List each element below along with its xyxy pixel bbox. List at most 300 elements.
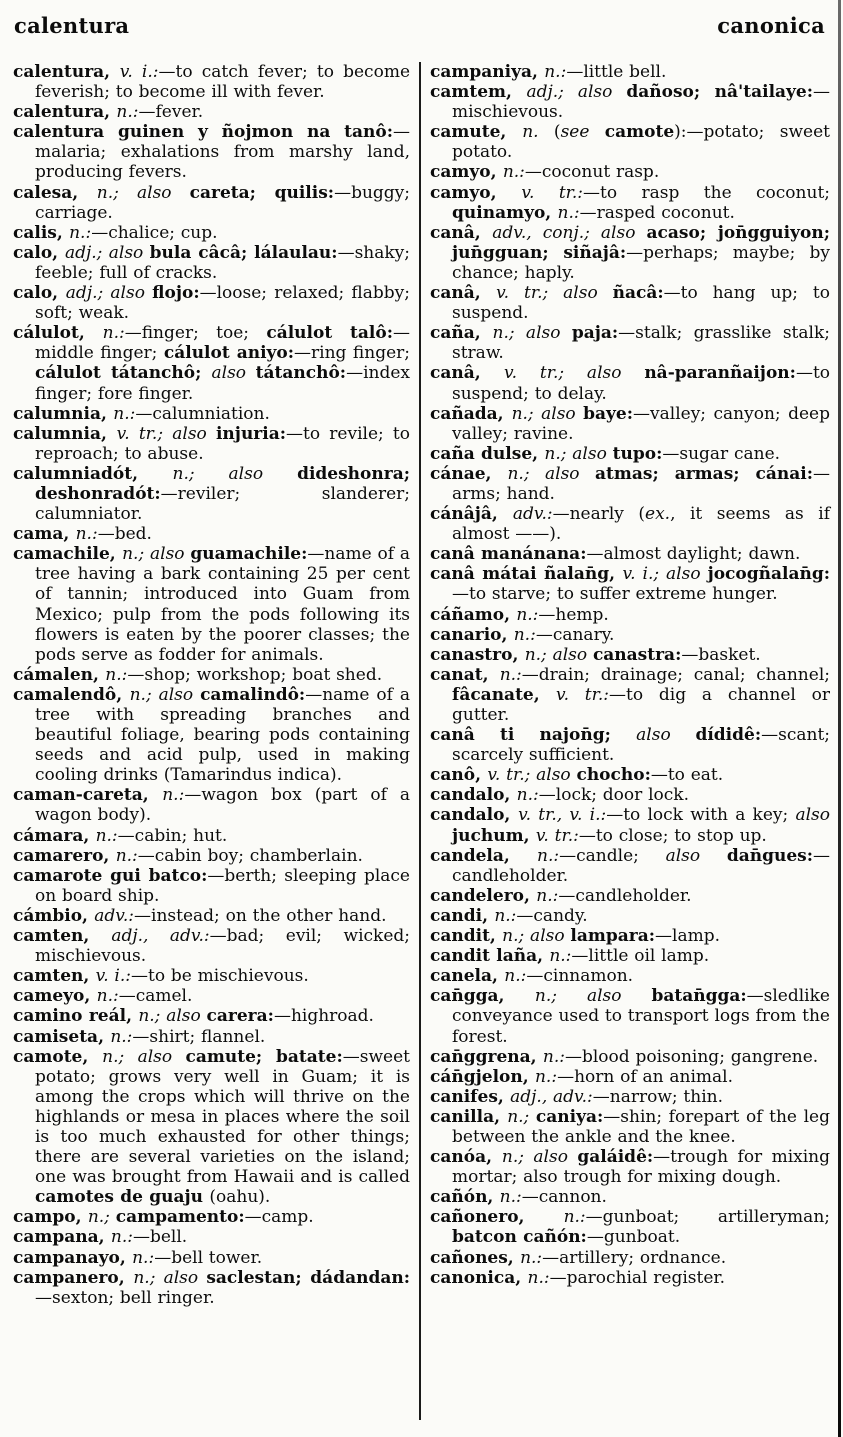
grammar-label: n.: <box>116 102 139 123</box>
headword-or-bold-term: canonica, <box>430 1267 528 1288</box>
definition-text: —index finger; fore finger. <box>35 363 410 404</box>
dictionary-entry <box>430 765 830 785</box>
grammar-label: n.; also <box>544 443 613 464</box>
dictionary-entry <box>430 223 830 283</box>
dictionary-entry <box>13 283 410 323</box>
grammar-label: n.; <box>87 1207 116 1228</box>
grammar-label: also <box>211 363 256 384</box>
definition-text: —cabin; hut. <box>117 825 228 846</box>
headword-or-bold-term: calesa, <box>13 182 97 203</box>
headword-or-bold-term: caman-careta, <box>13 785 163 806</box>
grammar-label: n.; also <box>502 926 571 947</box>
definition-text: —loose; relaxed; flabby; soft; weak. <box>35 283 410 324</box>
headword-or-bold-term: calentura, <box>13 102 117 123</box>
headword-or-bold-term: calo, <box>13 283 66 304</box>
dictionary-entry <box>430 122 830 162</box>
headword-or-bold-term: canario, <box>430 624 514 645</box>
definition-text: —wagon box (part of a wagon body). <box>35 785 410 826</box>
headword-or-bold-term: camyo, <box>430 162 503 183</box>
headword-or-bold-term: campanayo, <box>13 1247 133 1268</box>
headword-or-bold-term: caña dulse, <box>430 443 545 464</box>
grammar-label: n.; also <box>96 182 190 203</box>
headword-or-bold-term: guamachile: <box>190 544 308 565</box>
definition-text: —valley; canyon; deep valley; ravine. <box>452 403 830 444</box>
headword-or-bold-term: cálulot tátanchô; <box>35 363 212 384</box>
grammar-label: n.: <box>516 785 539 806</box>
headword-or-bold-term: acaso; jon̄gguiyon; jun̄gguan; siñajâ: <box>452 222 830 263</box>
dictionary-entry <box>430 1067 830 1087</box>
definition-text: —shop; workshop; boat shed. <box>127 664 383 685</box>
headword-or-bold-term: quinamyo, <box>452 202 558 223</box>
grammar-label: n.: <box>96 986 119 1007</box>
definition-text: —to hang up; to suspend. <box>452 283 830 324</box>
dictionary-entry <box>13 986 410 1006</box>
definition-text: —chalice; cup. <box>91 222 218 243</box>
dictionary-entry <box>13 62 410 102</box>
dictionary-entry <box>430 1107 830 1147</box>
definition-text: —name of a tree having a bark containing 25 per cent of tannin; introduced into Guam from Mexico; pulp from the pods following its flowers is eaten by the poorer classes; the pods serve as fodder for animals. <box>35 544 410 665</box>
grammar-label: v. tr.; also <box>504 363 645 384</box>
dictionary-entry <box>430 363 830 403</box>
definition-text: —parochial register. <box>549 1267 726 1288</box>
headword-or-bold-term: dañoso; nâ'tailaye: <box>626 82 814 103</box>
headword-or-bold-term: candit laña, <box>430 946 550 967</box>
definition-text: —cannon. <box>521 1187 607 1208</box>
grammar-label: v. i.: <box>95 966 131 987</box>
dictionary-entry <box>13 404 410 424</box>
grammar-label: n.; <box>507 1106 536 1127</box>
dictionary-entry <box>430 986 830 1046</box>
grammar-label: adv., conj.; also <box>492 222 647 243</box>
headword-or-bold-term: camute, <box>430 122 523 143</box>
grammar-label: n.: <box>504 966 527 987</box>
definition-text: —basket. <box>681 644 761 665</box>
definition-text: (oahu). <box>209 1187 271 1208</box>
headword-or-bold-term: canâ, <box>430 363 505 384</box>
headword-or-bold-term: campaniya, <box>430 62 545 82</box>
grammar-label: n.: <box>544 62 567 82</box>
dictionary-entry <box>430 1147 830 1187</box>
dictionary-entry <box>430 82 830 122</box>
definition-text: —canary. <box>535 624 615 645</box>
headword-or-bold-term: camten, <box>13 926 112 947</box>
dictionary-entry <box>430 605 830 625</box>
definition-text: —candy. <box>516 905 588 926</box>
dictionary-entry <box>13 846 410 866</box>
definition-text: —lock; door lock. <box>538 785 689 806</box>
dictionary-entry <box>430 544 830 564</box>
grammar-label: n.: <box>162 785 185 806</box>
left-column <box>13 62 410 1308</box>
definition-text: —stalk; grasslike stalk; straw. <box>452 323 830 364</box>
grammar-label: adv.: <box>512 504 553 525</box>
headword-or-bold-term: dan̄gues: <box>726 845 813 866</box>
headword-or-bold-term: camino reál, <box>13 1006 139 1027</box>
definition-text: , it seems as if almost ——). <box>452 504 830 545</box>
dictionary-entry <box>430 323 830 363</box>
headword-or-bold-term: cánae, <box>430 463 508 484</box>
definition-text: —ring finger; <box>294 343 410 364</box>
headword-or-bold-term: camarero, <box>13 845 116 866</box>
grammar-label: n.: <box>95 825 118 846</box>
headword-or-bold-term: baye: <box>583 403 634 424</box>
definition-text: —to rasp the coconut; <box>583 182 831 203</box>
definition-text: —to suspend; to delay. <box>452 363 831 404</box>
definition-text: —little oil lamp. <box>571 946 710 967</box>
headword-or-bold-term: camten, <box>13 966 96 987</box>
headword-or-bold-term: cálulot talô: <box>266 323 393 344</box>
right-column <box>430 62 830 1288</box>
definition-text: —candleholder. <box>558 885 692 906</box>
headword-or-bold-term: camute; batate: <box>185 1046 343 1067</box>
definition-text: —calumniation. <box>135 403 270 424</box>
headword-or-bold-term: caña, <box>430 323 493 344</box>
definition-text: —to starve; to suffer extreme hunger. <box>452 584 778 605</box>
grammar-label: also <box>795 805 830 826</box>
definition-text: —instead; on the other hand. <box>134 905 387 926</box>
running-head-left: calentura <box>14 13 130 38</box>
headword-or-bold-term: tátanchô: <box>255 363 347 384</box>
definition-text: —candleholder. <box>452 845 830 886</box>
definition-text: —nearly ( <box>552 504 646 525</box>
definition-text: —to be mischievous. <box>131 966 309 987</box>
definition-text: —gunboat; artilleryman; <box>585 1207 830 1228</box>
headword-or-bold-term: campanero, <box>13 1267 134 1288</box>
definition-text: —rasped coconut. <box>579 202 735 223</box>
definition-text: —finger; toe; <box>124 323 267 344</box>
grammar-label: adj.; also <box>526 82 627 103</box>
grammar-label: n.: <box>494 905 517 926</box>
headword-or-bold-term: injuria: <box>215 423 287 444</box>
column-divider-rule <box>419 62 421 1420</box>
dictionary-entry <box>13 424 410 464</box>
definition-text: —mischievous. <box>452 82 831 123</box>
definition-text: —to dig a channel or gutter. <box>452 684 830 725</box>
page-edge-shadow <box>838 0 841 1437</box>
grammar-label: n.: <box>513 624 536 645</box>
headword-or-bold-term: calumnia, <box>13 423 117 444</box>
definition-text: —middle finger; <box>35 323 410 364</box>
definition-text: —to lock with a key; <box>606 805 796 826</box>
definition-text: —shirt; flannel. <box>132 1026 266 1047</box>
headword-or-bold-term: chocho: <box>576 765 651 786</box>
dictionary-entry <box>430 1268 830 1288</box>
grammar-label: n.: <box>75 524 98 545</box>
text-columns <box>13 62 830 1420</box>
headword-or-bold-term: canâ mátai ñalan̄g, <box>430 564 623 585</box>
headword-or-bold-term: canâ ti najon̄g; <box>430 725 637 746</box>
definition-text: —sugar cane. <box>662 443 781 464</box>
grammar-label: v. tr.: <box>535 825 579 846</box>
headword-or-bold-term: campana, <box>13 1227 111 1248</box>
grammar-label: n.: <box>110 1227 133 1248</box>
definition-text: —arms; hand. <box>452 463 830 504</box>
grammar-label: n.: <box>557 202 580 223</box>
definition-text: —berth; sleeping place on board ship. <box>35 865 410 906</box>
definition-text: —name of a tree with spreading branches and beautiful foliage, bearing pods containing seeds and acid pulp, used in making cooling drinks (Tamarindus indica). <box>35 684 410 786</box>
headword-or-bold-term: campamento: <box>115 1207 245 1228</box>
dictionary-entry <box>13 243 410 283</box>
dictionary-entry <box>13 926 410 966</box>
grammar-label: n.; also <box>511 403 584 424</box>
dictionary-entry <box>430 966 830 986</box>
grammar-label: n.; also <box>102 1046 186 1067</box>
grammar-label: v. i.; also <box>622 564 708 585</box>
headword-or-bold-term: candela, <box>430 845 538 866</box>
grammar-label: adj., adv.: <box>510 1086 593 1107</box>
definition-text: —fever. <box>138 102 204 123</box>
headword-or-bold-term: cálulot, <box>13 323 103 344</box>
dictionary-entry <box>430 183 830 223</box>
headword-or-bold-term: candelero, <box>430 885 537 906</box>
dictionary-entry <box>13 464 410 524</box>
grammar-label: n.: <box>105 664 128 685</box>
grammar-label: n.; also <box>133 1267 207 1288</box>
grammar-label: v. tr.; also <box>116 423 216 444</box>
headword-or-bold-term: candi, <box>430 905 495 926</box>
grammar-label: adj.; also <box>65 283 153 304</box>
headword-or-bold-term: cañones, <box>430 1247 521 1268</box>
definition-text: —blood poisoning; gangrene. <box>564 1046 819 1067</box>
grammar-label: n.: <box>520 1247 543 1268</box>
dictionary-entry <box>13 1227 410 1247</box>
dictionary-entry <box>430 444 830 464</box>
definition-text: —artillery; ordnance. <box>542 1247 727 1268</box>
headword-or-bold-term: cáñamo, <box>430 604 517 625</box>
dictionary-entry <box>13 826 410 846</box>
dictionary-entry <box>13 1027 410 1047</box>
headword-or-bold-term: canóa, <box>430 1147 502 1168</box>
definition-text: —bell tower. <box>154 1247 263 1268</box>
headword-or-bold-term: canâ, <box>430 222 493 243</box>
dictionary-entry <box>13 785 410 825</box>
definition-text: —camp. <box>244 1207 314 1228</box>
dictionary-entry <box>430 926 830 946</box>
grammar-label: adv.: <box>94 905 135 926</box>
headword-or-bold-term: camote, <box>13 1046 103 1067</box>
grammar-label: n.: <box>132 1247 155 1268</box>
headword-or-bold-term: calis, <box>13 222 70 243</box>
headword-or-bold-term: canô, <box>430 765 488 786</box>
definition-text: —shaky; feeble; full of cracks. <box>35 242 411 283</box>
dictionary-entry <box>430 1207 830 1247</box>
definition-text: —sledlike conveyance used to transport logs from the forest. <box>452 986 830 1047</box>
grammar-label: n.: <box>534 1066 558 1087</box>
dictionary-entry <box>430 62 830 82</box>
headword-or-bold-term: cámbio, <box>13 905 95 926</box>
dictionary-entry <box>430 946 830 966</box>
headword-or-bold-term: careta; quilis: <box>189 182 335 203</box>
headword-or-bold-term: canela, <box>430 966 505 987</box>
definition-text: —cinnamon. <box>526 966 634 987</box>
headword-or-bold-term: carera: <box>206 1006 274 1027</box>
dictionary-entry <box>13 906 410 926</box>
definition-text: —little bell. <box>566 62 667 82</box>
grammar-label: v. tr.; also <box>496 283 613 304</box>
headword-or-bold-term: canâ manánana: <box>430 544 587 565</box>
definition-text: —to eat. <box>650 765 724 786</box>
headword-or-bold-term: camtem, <box>430 82 527 103</box>
grammar-label: v. tr.; also <box>487 765 577 786</box>
dictionary-entry <box>430 283 830 323</box>
grammar-label: n.; also <box>501 1147 578 1168</box>
headword-or-bold-term: canifes, <box>430 1086 511 1107</box>
headword-or-bold-term: camachile, <box>13 544 123 565</box>
dictionary-entry <box>430 805 830 845</box>
grammar-label: v. tr., v. i.: <box>518 805 607 826</box>
dictionary-entry <box>13 1006 410 1026</box>
dictionary-entry <box>13 323 410 403</box>
dictionary-entry <box>430 404 830 444</box>
grammar-label: also <box>636 725 696 746</box>
headword-or-bold-term: dideshonra; deshonradót: <box>35 463 410 504</box>
headword-or-bold-term: calumniadót, <box>13 463 173 484</box>
headword-or-bold-term: galáidê: <box>577 1147 654 1168</box>
dictionary-entry <box>13 122 410 182</box>
grammar-label: n.: <box>69 222 92 243</box>
grammar-label: v. tr.: <box>521 182 584 203</box>
definition-text: ):—potato; sweet potato. <box>452 122 830 163</box>
headword-or-bold-term: dídidê: <box>695 725 762 746</box>
grammar-label: n.: <box>537 845 560 866</box>
dictionary-entry <box>430 886 830 906</box>
dictionary-entry <box>430 1047 830 1067</box>
grammar-label: also <box>665 845 727 866</box>
headword-or-bold-term: caniya: <box>535 1106 604 1127</box>
running-head-right: canonica <box>717 13 825 38</box>
headword-or-bold-term: cañada, <box>430 403 512 424</box>
grammar-label: n.: <box>563 1207 586 1228</box>
headword-or-bold-term: canastra: <box>592 644 682 665</box>
headword-or-bold-term: cañonero, <box>430 1207 564 1228</box>
definition-text: —cabin boy; chamberlain. <box>137 845 363 866</box>
definition-text: —to revile; to reproach; to abuse. <box>35 423 410 464</box>
headword-or-bold-term: camyo, <box>430 182 522 203</box>
dictionary-entry <box>430 464 830 504</box>
grammar-label: n.; also <box>122 544 191 565</box>
headword-or-bold-term: canâ, <box>430 283 497 304</box>
grammar-label: v. tr.: <box>555 684 610 705</box>
dictionary-entry <box>430 725 830 765</box>
definition-text: —to catch fever; to become feverish; to become ill with fever. <box>35 62 410 103</box>
definition-text: —almost daylight; dawn. <box>586 544 801 565</box>
definition-text: —candle; <box>559 845 666 866</box>
headword-or-bold-term: cánâjâ, <box>430 504 513 525</box>
headword-or-bold-term: camiseta, <box>13 1026 111 1047</box>
definition-text: —perhaps; maybe; by chance; haply. <box>452 242 830 283</box>
definition-text: —horn of an animal. <box>557 1066 733 1087</box>
headword-or-bold-term: calentura guinen y ñojmon na tanô: <box>13 122 393 143</box>
dictionary-entry <box>430 645 830 665</box>
dictionary-entry <box>430 785 830 805</box>
grammar-label: n.: <box>110 1026 133 1047</box>
dictionary-entry <box>430 1187 830 1207</box>
grammar-label: n.; also <box>534 986 652 1007</box>
definition-text: —gunboat. <box>586 1227 681 1248</box>
headword-or-bold-term: batan̄gga: <box>651 986 747 1007</box>
definition-text: ( <box>553 122 561 143</box>
definition-text: —highroad. <box>273 1006 374 1027</box>
grammar-label: n.: <box>115 845 138 866</box>
grammar-label: n.; also <box>172 463 298 484</box>
headword-or-bold-term: cama, <box>13 524 76 545</box>
grammar-label: ex. <box>645 504 671 525</box>
dictionary-entry <box>13 183 410 223</box>
grammar-label: n.; also <box>507 463 596 484</box>
grammar-label: n.; also <box>492 323 572 344</box>
headword-or-bold-term: saclestan; dádandan: <box>206 1267 410 1288</box>
dictionary-entry <box>13 102 410 122</box>
headword-or-bold-term: canilla, <box>430 1106 508 1127</box>
grammar-label: n.; also <box>138 1006 207 1027</box>
grammar-label: n.; also <box>129 684 201 705</box>
dictionary-entry <box>13 1268 410 1308</box>
headword-or-bold-term: tupo: <box>612 443 663 464</box>
dictionary-entry <box>13 665 410 685</box>
grammar-label: adj.; also <box>64 242 150 263</box>
headword-or-bold-term: camalendô, <box>13 684 130 705</box>
definition-text: —hemp. <box>538 604 609 625</box>
definition-text: —coconut rasp. <box>524 162 660 183</box>
definition-text: —trough for mixing mortar; also trough for mixing dough. <box>452 1147 830 1188</box>
headword-or-bold-term: lampara: <box>570 926 656 947</box>
headword-or-bold-term: candalo, <box>430 805 519 826</box>
headword-or-bold-term: cálulot aniyo: <box>163 343 295 364</box>
headword-or-bold-term: jocogñalan̄g: <box>707 564 830 585</box>
headword-or-bold-term: calumnia, <box>13 403 114 424</box>
headword-or-bold-term: nâ-paranñaijon: <box>644 363 796 384</box>
definition-text: —bad; evil; wicked; mischievous. <box>35 926 410 967</box>
dictionary-entry <box>430 564 830 604</box>
definition-text: —reviler; slanderer; calumniator. <box>35 483 410 525</box>
grammar-label: n.: <box>549 946 572 967</box>
definition-text: —buggy; carriage. <box>35 182 410 223</box>
grammar-label: see <box>560 122 605 143</box>
grammar-label: n.: <box>536 885 559 906</box>
headword-or-bold-term: candalo, <box>430 785 517 806</box>
definition-text: —sweet potato; grows very well in Guam; it is among the crops which will thrive on the highlands or mesa in places where the soil is too much exhausted for other things; there are several varieties on the island; one was brought from Hawaii and is called <box>35 1046 410 1188</box>
dictionary-entry <box>13 966 410 986</box>
definition-text: —shin; forepart of the leg between the ankle and the knee. <box>452 1106 830 1147</box>
headword-or-bold-term: cameyo, <box>13 986 97 1007</box>
dictionary-entry <box>430 504 830 544</box>
headword-or-bold-term: flojo: <box>152 283 200 304</box>
headword-or-bold-term: cámalen, <box>13 664 106 685</box>
grammar-label: adj., adv.: <box>111 926 210 947</box>
grammar-label: n.: <box>542 1046 565 1067</box>
definition-text: —lamp. <box>655 926 721 947</box>
grammar-label: v. i.: <box>119 62 159 82</box>
headword-or-bold-term: calo, <box>13 242 65 263</box>
dictionary-entry <box>13 866 410 906</box>
dictionary-entry <box>430 625 830 645</box>
grammar-label: n.: <box>499 1187 522 1208</box>
dictionary-entry <box>430 846 830 886</box>
definition-text: —malaria; exhalations from marshy land, producing fevers. <box>35 122 410 183</box>
dictionary-entry <box>430 162 830 182</box>
running-head <box>14 13 825 38</box>
headword-or-bold-term: camote <box>604 122 675 143</box>
dictionary-entry <box>430 1248 830 1268</box>
grammar-label: n.: <box>499 664 522 685</box>
headword-or-bold-term: canastro, <box>430 644 525 665</box>
headword-or-bold-term: calentura, <box>13 62 120 82</box>
dictionary-entry <box>430 665 830 725</box>
dictionary-entry <box>13 1207 410 1227</box>
definition-text: —scant; scarcely sufficient. <box>452 725 830 766</box>
headword-or-bold-term: can̄ggrena, <box>430 1046 543 1067</box>
headword-or-bold-term: juchum, <box>452 825 536 846</box>
